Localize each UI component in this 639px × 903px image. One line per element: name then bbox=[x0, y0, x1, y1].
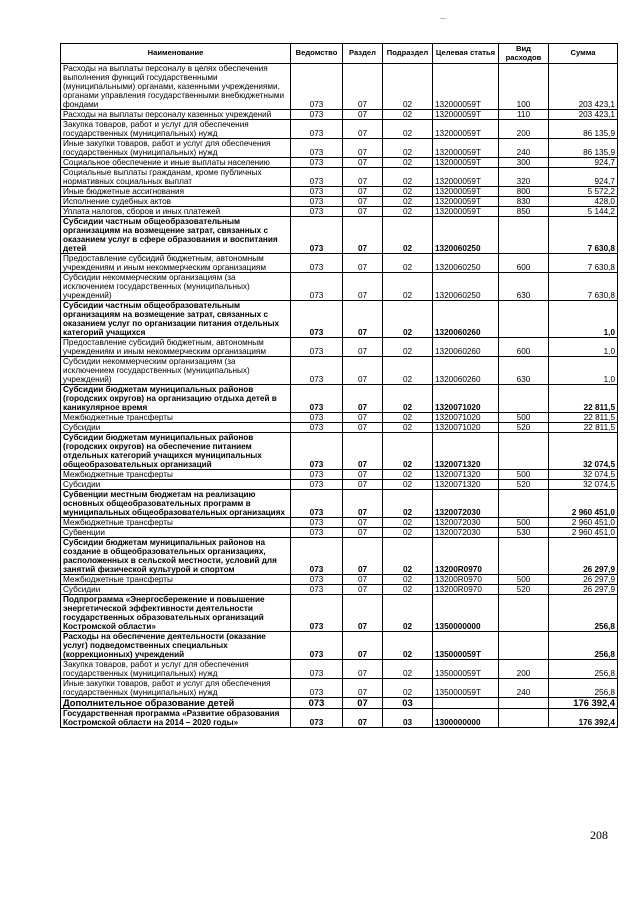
cell-subsection: 02 bbox=[383, 385, 433, 413]
cell-dept: 073 bbox=[291, 139, 343, 158]
cell-exp-type: 500 bbox=[499, 413, 549, 423]
cell-exp-type bbox=[499, 217, 549, 254]
header-exp-type: Вид расходов bbox=[499, 44, 549, 64]
header-subsection: Подраздел bbox=[383, 44, 433, 64]
cell-subsection: 02 bbox=[383, 413, 433, 423]
cell-sum: 203 423,1 bbox=[549, 110, 618, 120]
cell-sum: 924,7 bbox=[549, 168, 618, 187]
cell-section: 07 bbox=[343, 528, 383, 538]
cell-section: 07 bbox=[343, 698, 383, 709]
cell-sum: 26 297,9 bbox=[549, 585, 618, 595]
cell-name: Иные закупки товаров, работ и услуг для обеспечения государственных (муниципальных) нужд bbox=[61, 139, 291, 158]
cell-target: 132000059Т bbox=[433, 64, 499, 110]
table-row bbox=[61, 139, 618, 158]
cell-name: Межбюджетные трансферты bbox=[61, 470, 291, 480]
table-row bbox=[61, 575, 618, 585]
table-row bbox=[61, 423, 618, 433]
table-row bbox=[61, 470, 618, 480]
cell-section: 07 bbox=[343, 301, 383, 338]
cell-target: 1320072030 bbox=[433, 518, 499, 528]
cell-section: 07 bbox=[343, 254, 383, 273]
cell-dept: 073 bbox=[291, 470, 343, 480]
cell-section: 07 bbox=[343, 120, 383, 139]
cell-section: 07 bbox=[343, 433, 383, 470]
cell-section: 07 bbox=[343, 110, 383, 120]
table-row bbox=[61, 433, 618, 470]
cell-target: 1320071020 bbox=[433, 423, 499, 433]
cell-dept: 073 bbox=[291, 385, 343, 413]
cell-section: 07 bbox=[343, 197, 383, 207]
cell-sum: 176 392,4 bbox=[549, 709, 618, 728]
table-row bbox=[61, 490, 618, 518]
cell-subsection: 02 bbox=[383, 168, 433, 187]
cell-dept: 073 bbox=[291, 538, 343, 575]
cell-name: Исполнение судебных актов bbox=[61, 197, 291, 207]
cell-target: 1320060250 bbox=[433, 254, 499, 273]
cell-exp-type: 520 bbox=[499, 423, 549, 433]
cell-section: 07 bbox=[343, 679, 383, 698]
cell-dept: 073 bbox=[291, 528, 343, 538]
header-section: Раздел bbox=[343, 44, 383, 64]
cell-dept: 073 bbox=[291, 518, 343, 528]
cell-exp-type: 110 bbox=[499, 110, 549, 120]
cell-name: Субвенции местным бюджетам на реализацию основных общеобразовательных программ в муниципальных общеобразовательных организациях bbox=[61, 490, 291, 518]
header-sum: Сумма bbox=[549, 44, 618, 64]
cell-section: 07 bbox=[343, 207, 383, 217]
cell-dept: 073 bbox=[291, 490, 343, 518]
cell-target: 1320060260 bbox=[433, 338, 499, 357]
cell-section: 07 bbox=[343, 538, 383, 575]
cell-exp-type: 600 bbox=[499, 254, 549, 273]
cell-name: Предоставление субсидий бюджетным, автономным учреждениям и иным некоммерческим организациям bbox=[61, 254, 291, 273]
cell-target: 132000059Т bbox=[433, 120, 499, 139]
cell-target: 132000059Т bbox=[433, 110, 499, 120]
table-row bbox=[61, 679, 618, 698]
table-row bbox=[61, 338, 618, 357]
cell-section: 07 bbox=[343, 709, 383, 728]
cell-section: 07 bbox=[343, 187, 383, 197]
cell-dept: 073 bbox=[291, 120, 343, 139]
cell-exp-type: 200 bbox=[499, 120, 549, 139]
scan-mark bbox=[440, 18, 446, 19]
cell-sum: 203 423,1 bbox=[549, 64, 618, 110]
cell-name: Иные закупки товаров, работ и услуг для обеспечения государственных (муниципальных) нужд bbox=[61, 679, 291, 698]
cell-subsection: 02 bbox=[383, 273, 433, 301]
cell-section: 07 bbox=[343, 158, 383, 168]
cell-sum: 2 960 451,0 bbox=[549, 528, 618, 538]
cell-name: Субсидии бюджетам муниципальных районов (городских округов) на обеспечение питанием отдельных категорий учащихся муниципальных общеобразовательных организаций bbox=[61, 433, 291, 470]
cell-target: 1320071320 bbox=[433, 470, 499, 480]
table-row bbox=[61, 538, 618, 575]
cell-sum: 26 297,9 bbox=[549, 538, 618, 575]
cell-dept: 073 bbox=[291, 433, 343, 470]
cell-exp-type: 520 bbox=[499, 585, 549, 595]
cell-section: 07 bbox=[343, 357, 383, 385]
cell-dept: 073 bbox=[291, 585, 343, 595]
cell-subsection: 02 bbox=[383, 632, 433, 660]
header-target: Целевая статья bbox=[433, 44, 499, 64]
cell-subsection: 02 bbox=[383, 490, 433, 518]
cell-sum: 256,8 bbox=[549, 595, 618, 632]
cell-name: Предоставление субсидий бюджетным, автономным учреждениям и иным некоммерческим организациям bbox=[61, 338, 291, 357]
cell-target: 1320072030 bbox=[433, 490, 499, 518]
table-row bbox=[61, 120, 618, 139]
cell-dept: 073 bbox=[291, 338, 343, 357]
table-row bbox=[61, 518, 618, 528]
cell-sum: 2 960 451,0 bbox=[549, 518, 618, 528]
cell-subsection: 02 bbox=[383, 338, 433, 357]
header-name: Наименование bbox=[61, 44, 291, 64]
cell-dept: 073 bbox=[291, 632, 343, 660]
cell-name: Расходы на выплаты персоналу в целях обеспечения выполнения функций государственными (муниципальными) органами, казенными учреждениями, органами управления государственными внебюджетными фондами bbox=[61, 64, 291, 110]
cell-exp-type: 520 bbox=[499, 480, 549, 490]
cell-name: Субсидии частным общеобразовательным организациям на возмещение затрат, связанных с оказанием услуг по организации питания отдельных категорий учащихся bbox=[61, 301, 291, 338]
cell-name: Межбюджетные трансферты bbox=[61, 518, 291, 528]
cell-subsection: 02 bbox=[383, 538, 433, 575]
cell-sum: 22 811,5 bbox=[549, 423, 618, 433]
cell-sum: 176 392,4 bbox=[549, 698, 618, 709]
cell-dept: 073 bbox=[291, 709, 343, 728]
cell-dept: 073 bbox=[291, 217, 343, 254]
table-row bbox=[61, 709, 618, 728]
cell-target: 132000059Т bbox=[433, 158, 499, 168]
cell-dept: 073 bbox=[291, 480, 343, 490]
cell-dept: 073 bbox=[291, 575, 343, 585]
cell-sum: 1,0 bbox=[549, 301, 618, 338]
cell-name: Субсидии bbox=[61, 480, 291, 490]
table-row bbox=[61, 197, 618, 207]
cell-sum: 7 630,8 bbox=[549, 217, 618, 254]
cell-exp-type: 240 bbox=[499, 679, 549, 698]
cell-exp-type bbox=[499, 595, 549, 632]
table-row bbox=[61, 187, 618, 197]
cell-target bbox=[433, 698, 499, 709]
cell-sum: 5 572,2 bbox=[549, 187, 618, 197]
cell-subsection: 03 bbox=[383, 709, 433, 728]
cell-name: Социальное обеспечение и иные выплаты населению bbox=[61, 158, 291, 168]
cell-section: 07 bbox=[343, 595, 383, 632]
cell-exp-type bbox=[499, 538, 549, 575]
cell-subsection: 02 bbox=[383, 357, 433, 385]
cell-target: 1320060260 bbox=[433, 357, 499, 385]
cell-subsection: 02 bbox=[383, 679, 433, 698]
cell-sum: 5 144,2 bbox=[549, 207, 618, 217]
table-row bbox=[61, 660, 618, 679]
cell-dept: 073 bbox=[291, 301, 343, 338]
cell-section: 07 bbox=[343, 217, 383, 254]
cell-name: Субсидии частным общеобразовательным организациям на возмещение затрат, связанных с оказанием услуг в сфере образования и воспитания детей bbox=[61, 217, 291, 254]
cell-name: Закупка товаров, работ и услуг для обеспечения государственных (муниципальных) нужд bbox=[61, 120, 291, 139]
cell-target: 1320060250 bbox=[433, 273, 499, 301]
table-row bbox=[61, 385, 618, 413]
cell-section: 07 bbox=[343, 660, 383, 679]
cell-subsection: 02 bbox=[383, 217, 433, 254]
cell-subsection: 02 bbox=[383, 595, 433, 632]
cell-exp-type bbox=[499, 698, 549, 709]
cell-exp-type bbox=[499, 490, 549, 518]
cell-section: 07 bbox=[343, 518, 383, 528]
cell-target: 1320060260 bbox=[433, 301, 499, 338]
table-row bbox=[61, 217, 618, 254]
cell-sum: 428,0 bbox=[549, 197, 618, 207]
cell-dept: 073 bbox=[291, 595, 343, 632]
cell-section: 07 bbox=[343, 64, 383, 110]
cell-exp-type: 500 bbox=[499, 575, 549, 585]
table-body bbox=[61, 64, 618, 728]
table-row bbox=[61, 158, 618, 168]
cell-sum: 256,8 bbox=[549, 679, 618, 698]
cell-exp-type: 500 bbox=[499, 470, 549, 480]
cell-dept: 073 bbox=[291, 207, 343, 217]
cell-section: 07 bbox=[343, 338, 383, 357]
cell-dept: 073 bbox=[291, 413, 343, 423]
cell-subsection: 02 bbox=[383, 433, 433, 470]
cell-sum: 22 811,5 bbox=[549, 385, 618, 413]
cell-sum: 26 297,9 bbox=[549, 575, 618, 585]
cell-name: Дополнительное образование детей bbox=[61, 698, 291, 709]
cell-subsection: 02 bbox=[383, 470, 433, 480]
cell-exp-type bbox=[499, 709, 549, 728]
cell-section: 07 bbox=[343, 470, 383, 480]
cell-section: 07 bbox=[343, 168, 383, 187]
cell-target: 135000059Т bbox=[433, 660, 499, 679]
cell-section: 07 bbox=[343, 490, 383, 518]
cell-name: Субсидии bbox=[61, 423, 291, 433]
cell-sum: 22 811,5 bbox=[549, 413, 618, 423]
table-row bbox=[61, 357, 618, 385]
cell-sum: 1,0 bbox=[549, 338, 618, 357]
cell-target: 1320060250 bbox=[433, 217, 499, 254]
cell-target: 1320071020 bbox=[433, 385, 499, 413]
cell-exp-type: 240 bbox=[499, 139, 549, 158]
cell-target: 1320071320 bbox=[433, 480, 499, 490]
cell-name: Расходы на выплаты персоналу казенных учреждений bbox=[61, 110, 291, 120]
cell-subsection: 02 bbox=[383, 528, 433, 538]
cell-subsection: 02 bbox=[383, 187, 433, 197]
cell-section: 07 bbox=[343, 423, 383, 433]
cell-target: 13200R0970 bbox=[433, 575, 499, 585]
cell-target: 1320071320 bbox=[433, 433, 499, 470]
table-row bbox=[61, 585, 618, 595]
cell-sum: 32 074,5 bbox=[549, 470, 618, 480]
cell-name: Субсидии bbox=[61, 585, 291, 595]
cell-target: 132000059Т bbox=[433, 139, 499, 158]
cell-sum: 2 960 451,0 bbox=[549, 490, 618, 518]
cell-sum: 256,8 bbox=[549, 660, 618, 679]
cell-name: Социальные выплаты гражданам, кроме публичных нормативных социальных выплат bbox=[61, 168, 291, 187]
cell-target: 132000059Т bbox=[433, 168, 499, 187]
cell-section: 07 bbox=[343, 480, 383, 490]
cell-target: 132000059Т bbox=[433, 187, 499, 197]
cell-exp-type: 530 bbox=[499, 528, 549, 538]
cell-sum: 86 135,9 bbox=[549, 120, 618, 139]
cell-subsection: 02 bbox=[383, 197, 433, 207]
cell-dept: 073 bbox=[291, 158, 343, 168]
cell-target: 1350000000 bbox=[433, 595, 499, 632]
cell-name: Субсидии бюджетам муниципальных районов (городских округов) на организацию отдыха детей в каникулярное время bbox=[61, 385, 291, 413]
cell-target: 13200R0970 bbox=[433, 538, 499, 575]
cell-sum: 1,0 bbox=[549, 357, 618, 385]
cell-target: 1320072030 bbox=[433, 528, 499, 538]
cell-dept: 073 bbox=[291, 187, 343, 197]
cell-section: 07 bbox=[343, 585, 383, 595]
cell-name: Субсидии некоммерческим организациям (за исключением государственных (муниципальных) учреждений) bbox=[61, 357, 291, 385]
cell-exp-type: 800 bbox=[499, 187, 549, 197]
page-number: 208 bbox=[590, 828, 608, 842]
cell-sum: 32 074,5 bbox=[549, 480, 618, 490]
cell-subsection: 02 bbox=[383, 585, 433, 595]
cell-section: 07 bbox=[343, 413, 383, 423]
cell-sum: 7 630,8 bbox=[549, 254, 618, 273]
cell-subsection: 02 bbox=[383, 660, 433, 679]
cell-subsection: 02 bbox=[383, 301, 433, 338]
table-row bbox=[61, 632, 618, 660]
cell-dept: 073 bbox=[291, 64, 343, 110]
cell-subsection: 02 bbox=[383, 158, 433, 168]
cell-name: Межбюджетные трансферты bbox=[61, 575, 291, 585]
cell-subsection: 02 bbox=[383, 120, 433, 139]
table-row bbox=[61, 273, 618, 301]
cell-sum: 86 135,9 bbox=[549, 139, 618, 158]
cell-section: 07 bbox=[343, 139, 383, 158]
cell-name: Закупка товаров, работ и услуг для обеспечения государственных (муниципальных) нужд bbox=[61, 660, 291, 679]
header-row bbox=[61, 44, 618, 64]
table-row bbox=[61, 110, 618, 120]
cell-target: 135000059Т bbox=[433, 632, 499, 660]
cell-subsection: 02 bbox=[383, 423, 433, 433]
cell-target: 1320071020 bbox=[433, 413, 499, 423]
cell-dept: 073 bbox=[291, 679, 343, 698]
cell-target: 132000059Т bbox=[433, 197, 499, 207]
cell-target: 132000059Т bbox=[433, 207, 499, 217]
cell-subsection: 02 bbox=[383, 575, 433, 585]
table-row bbox=[61, 413, 618, 423]
table-row bbox=[61, 207, 618, 217]
cell-sum: 32 074,5 bbox=[549, 433, 618, 470]
cell-section: 07 bbox=[343, 273, 383, 301]
cell-dept: 073 bbox=[291, 168, 343, 187]
cell-name: Уплата налогов, сборов и иных платежей bbox=[61, 207, 291, 217]
cell-subsection: 02 bbox=[383, 139, 433, 158]
cell-section: 07 bbox=[343, 575, 383, 585]
cell-sum: 256,8 bbox=[549, 632, 618, 660]
cell-subsection: 02 bbox=[383, 254, 433, 273]
cell-name: Межбюджетные трансферты bbox=[61, 413, 291, 423]
cell-exp-type: 850 bbox=[499, 207, 549, 217]
cell-name: Иные бюджетные ассигнования bbox=[61, 187, 291, 197]
table-row bbox=[61, 168, 618, 187]
cell-name: Государственная программа «Развитие образования Костромской области на 2014 – 2020 годы» bbox=[61, 709, 291, 728]
table-row bbox=[61, 595, 618, 632]
budget-table bbox=[60, 43, 618, 728]
cell-exp-type: 200 bbox=[499, 660, 549, 679]
header-dept: Ведомство bbox=[291, 44, 343, 64]
cell-exp-type bbox=[499, 385, 549, 413]
table-row bbox=[61, 254, 618, 273]
cell-section: 07 bbox=[343, 632, 383, 660]
table-row bbox=[61, 480, 618, 490]
cell-exp-type: 100 bbox=[499, 64, 549, 110]
cell-dept: 073 bbox=[291, 357, 343, 385]
cell-subsection: 02 bbox=[383, 64, 433, 110]
cell-exp-type: 630 bbox=[499, 273, 549, 301]
cell-subsection: 02 bbox=[383, 110, 433, 120]
cell-exp-type: 600 bbox=[499, 338, 549, 357]
table-row bbox=[61, 698, 618, 709]
cell-target: 135000059Т bbox=[433, 679, 499, 698]
cell-sum: 924,7 bbox=[549, 158, 618, 168]
cell-dept: 073 bbox=[291, 423, 343, 433]
cell-subsection: 02 bbox=[383, 480, 433, 490]
cell-dept: 073 bbox=[291, 197, 343, 207]
cell-dept: 073 bbox=[291, 660, 343, 679]
cell-exp-type: 630 bbox=[499, 357, 549, 385]
cell-exp-type bbox=[499, 301, 549, 338]
cell-target: 13200R0970 bbox=[433, 585, 499, 595]
cell-name: Субсидии некоммерческим организациям (за исключением государственных (муниципальных) учреждений) bbox=[61, 273, 291, 301]
cell-exp-type: 830 bbox=[499, 197, 549, 207]
cell-exp-type: 320 bbox=[499, 168, 549, 187]
table-row bbox=[61, 528, 618, 538]
cell-section: 07 bbox=[343, 385, 383, 413]
cell-exp-type: 300 bbox=[499, 158, 549, 168]
cell-target: 1300000000 bbox=[433, 709, 499, 728]
cell-name: Субсидии бюджетам муниципальных районов на создание в общеобразовательных организациях, расположенных в сельской местности, условий для занятий физической культурой и спортом bbox=[61, 538, 291, 575]
cell-dept: 073 bbox=[291, 273, 343, 301]
cell-subsection: 02 bbox=[383, 518, 433, 528]
cell-exp-type bbox=[499, 632, 549, 660]
cell-subsection: 03 bbox=[383, 698, 433, 709]
cell-exp-type bbox=[499, 433, 549, 470]
table-row bbox=[61, 64, 618, 110]
cell-name: Расходы на обеспечение деятельности (оказание услуг) подведомственных специальных (коррекционных) учреждений bbox=[61, 632, 291, 660]
cell-dept: 073 bbox=[291, 698, 343, 709]
cell-name: Субвенции bbox=[61, 528, 291, 538]
table-row bbox=[61, 301, 618, 338]
cell-subsection: 02 bbox=[383, 207, 433, 217]
cell-dept: 073 bbox=[291, 110, 343, 120]
cell-exp-type: 500 bbox=[499, 518, 549, 528]
cell-dept: 073 bbox=[291, 254, 343, 273]
cell-sum: 7 630,8 bbox=[549, 273, 618, 301]
cell-name: Подпрограмма «Энергосбережение и повышение энергетической эффективности деятельности государственных образовательных организаций Костромской области» bbox=[61, 595, 291, 632]
